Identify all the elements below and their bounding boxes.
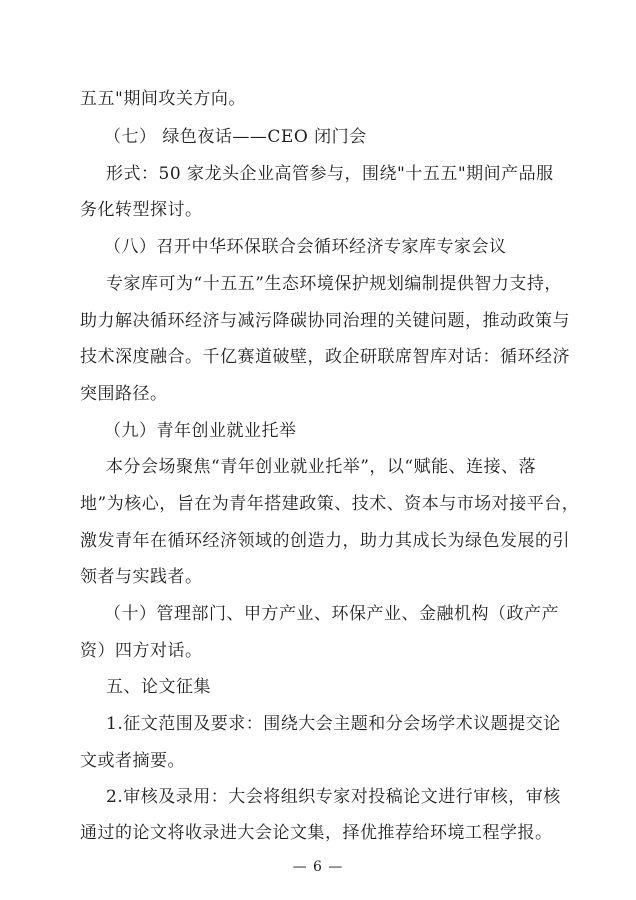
section-heading-8: （八）召开中华环保联合会循环经济专家库专家会议 — [104, 237, 507, 257]
page-number: — 6 — — [292, 859, 344, 875]
section-heading-9: （九）青年创业就业托举 — [104, 421, 297, 441]
text-line: 突围路径。 — [80, 384, 168, 404]
text-line: 本分会场聚焦“青年创业就业托举”，以“赋能、连接、落 — [106, 457, 537, 477]
text-line: 五五"期间攻关方向。 — [80, 89, 246, 109]
text-line: 助力解决循环经济与减污降碳协同治理的关键问题，推动政策与 — [80, 311, 570, 331]
section-heading-10: （十）管理部门、甲方产业、环保产业、金融机构（政产产 — [104, 604, 559, 624]
text-line: 形式：50 家龙头企业高管参与，围绕"十五五"期间产品服 — [106, 164, 554, 184]
text-line: 技术深度融合。千亿赛道破壁，政企研联席智库对话：循环经济 — [80, 347, 570, 367]
text-line: 2.审核及录用：大会将组织专家对投稿论文进行审核，审核 — [106, 787, 561, 807]
text-line: 1.征文范围及要求：围绕大会主题和分会场学术议题提交论 — [106, 714, 561, 734]
text-line: 地”为核心，旨在为青年搭建政策、技术、资本与市场对接平台， — [80, 494, 580, 514]
text-line: 激发青年在循环经济领域的创造力，助力其成长为绿色发展的引 — [80, 531, 570, 551]
text-line: 通过的论文将收录进大会论文集，择优推荐给环境工程学报。 — [80, 823, 553, 843]
text-line: 文或者摘要。 — [80, 751, 185, 771]
text-line: 专家库可为“十五五”生态环境保护规划编制提供智力支持， — [106, 274, 562, 294]
section-heading-5: 五、论文征集 — [106, 677, 211, 697]
text-line: 务化转型探讨。 — [80, 200, 203, 220]
text-line: 资）四方对话。 — [80, 641, 203, 661]
text-line: 领者与实践者。 — [80, 567, 203, 587]
section-heading-7: （七） 绿色夜话——CEO 闭门会 — [104, 127, 367, 147]
